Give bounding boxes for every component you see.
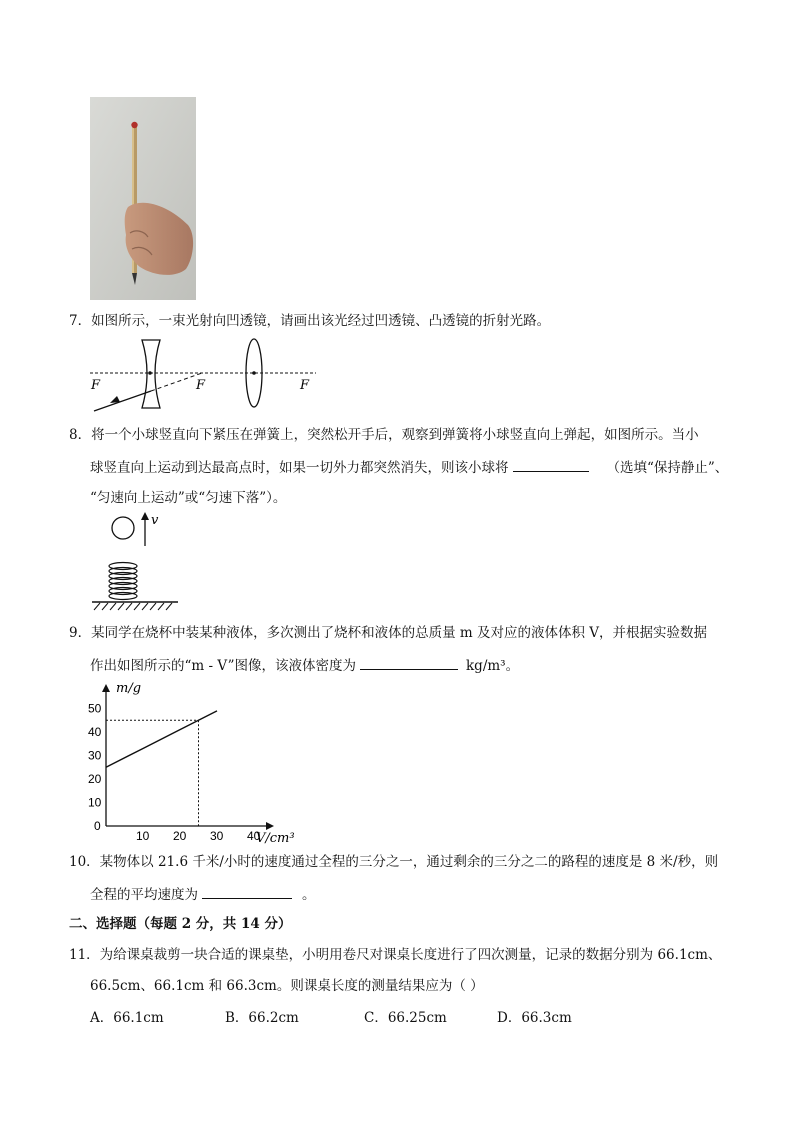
x-tick-label: 40 <box>247 829 261 843</box>
y-tick-label: 10 <box>88 795 102 810</box>
q10-line2a: 全程的平均速度为 <box>90 887 198 903</box>
q11-option-a[interactable]: A．66.1cm <box>90 1010 164 1026</box>
x-tick-label: 20 <box>173 829 187 843</box>
section2-title: 二、选择题（每题 2 分，共 14 分） <box>69 916 292 932</box>
hand-pen-photo <box>90 97 196 300</box>
q9-line2 <box>90 655 519 675</box>
q8-answer-blank[interactable] <box>513 457 589 472</box>
q9-answer-blank[interactable] <box>360 655 458 670</box>
q10-line2b: 。 <box>302 887 316 903</box>
y-axis-label: m/g <box>116 681 142 696</box>
q8-line2a: 球竖直向上运动到达最高点时，如果一切外力都突然消失，则该小球将 <box>90 460 509 476</box>
x-tick-label: 10 <box>136 829 150 843</box>
q11-option-d[interactable]: D．66.3cm <box>497 1010 572 1026</box>
q11-line1: 11．为给课桌裁剪一块合适的课桌垫，小明用卷尺对课桌长度进行了四次测量，记录的数据分别为 66.1cm、 <box>69 947 722 963</box>
focus-label-3: F <box>300 378 310 393</box>
lens-diagram <box>88 336 320 416</box>
q9-line1: 9．某同学在烧杯中装某种液体，多次测出了烧杯和液体的总质量 m 及对应的液体体积 V，并根据实验数据 <box>69 625 708 641</box>
spring-ball-diagram <box>90 508 180 618</box>
q8-line2b: （选填“保持静止”、 <box>606 460 729 476</box>
y-tick-label: 30 <box>88 748 102 763</box>
y-tick-label: 50 <box>88 701 102 716</box>
q11-option-b[interactable]: B．66.2cm <box>225 1010 299 1026</box>
q10-answer-blank[interactable] <box>202 884 292 899</box>
focus-label-1: F <box>91 378 101 393</box>
y-axis-arrow <box>102 684 110 692</box>
q7-text: 7．如图所示，一束光射向凹透镜，请画出该光经过凹透镜、凸透镜的折射光路。 <box>69 313 551 329</box>
series-line <box>106 711 217 767</box>
q11-option-c[interactable]: C．66.25cm <box>364 1010 447 1026</box>
q8-line3: “匀速向上运动”或“匀速下落”）。 <box>90 490 287 506</box>
y-tick-label: 40 <box>88 725 102 739</box>
velocity-label: v <box>151 513 159 528</box>
q10-line2 <box>90 884 316 904</box>
y-tick-label: 20 <box>88 772 102 786</box>
q9-line2b: kg/m³。 <box>466 658 520 674</box>
q8-line2 <box>90 457 728 477</box>
y-tick-label: 0 <box>94 819 101 833</box>
q9-line2a: 作出如图所示的“m - V”图像，该液体密度为 <box>90 658 356 674</box>
q11-line2: 66.5cm、66.1cm 和 66.3cm。则课桌长度的测量结果应为（ ） <box>90 978 484 994</box>
q8-line1: 8．将一个小球竖直向下紧压在弹簧上，突然松开手后，观察到弹簧将小球竖直向上弹起，如图所示。当小 <box>69 427 699 443</box>
x-axis-label: V/cm³ <box>256 831 295 846</box>
x-axis-arrow <box>266 822 274 830</box>
x-tick-label: 30 <box>210 829 224 843</box>
mv-chart <box>82 676 302 846</box>
q10-line1: 10．某物体以 21.6 千米/小时的速度通过全程的三分之一，通过剩余的三分之二的路程的速度是 8 米/秒，则 <box>69 854 719 870</box>
focus-label-2: F <box>196 378 206 393</box>
